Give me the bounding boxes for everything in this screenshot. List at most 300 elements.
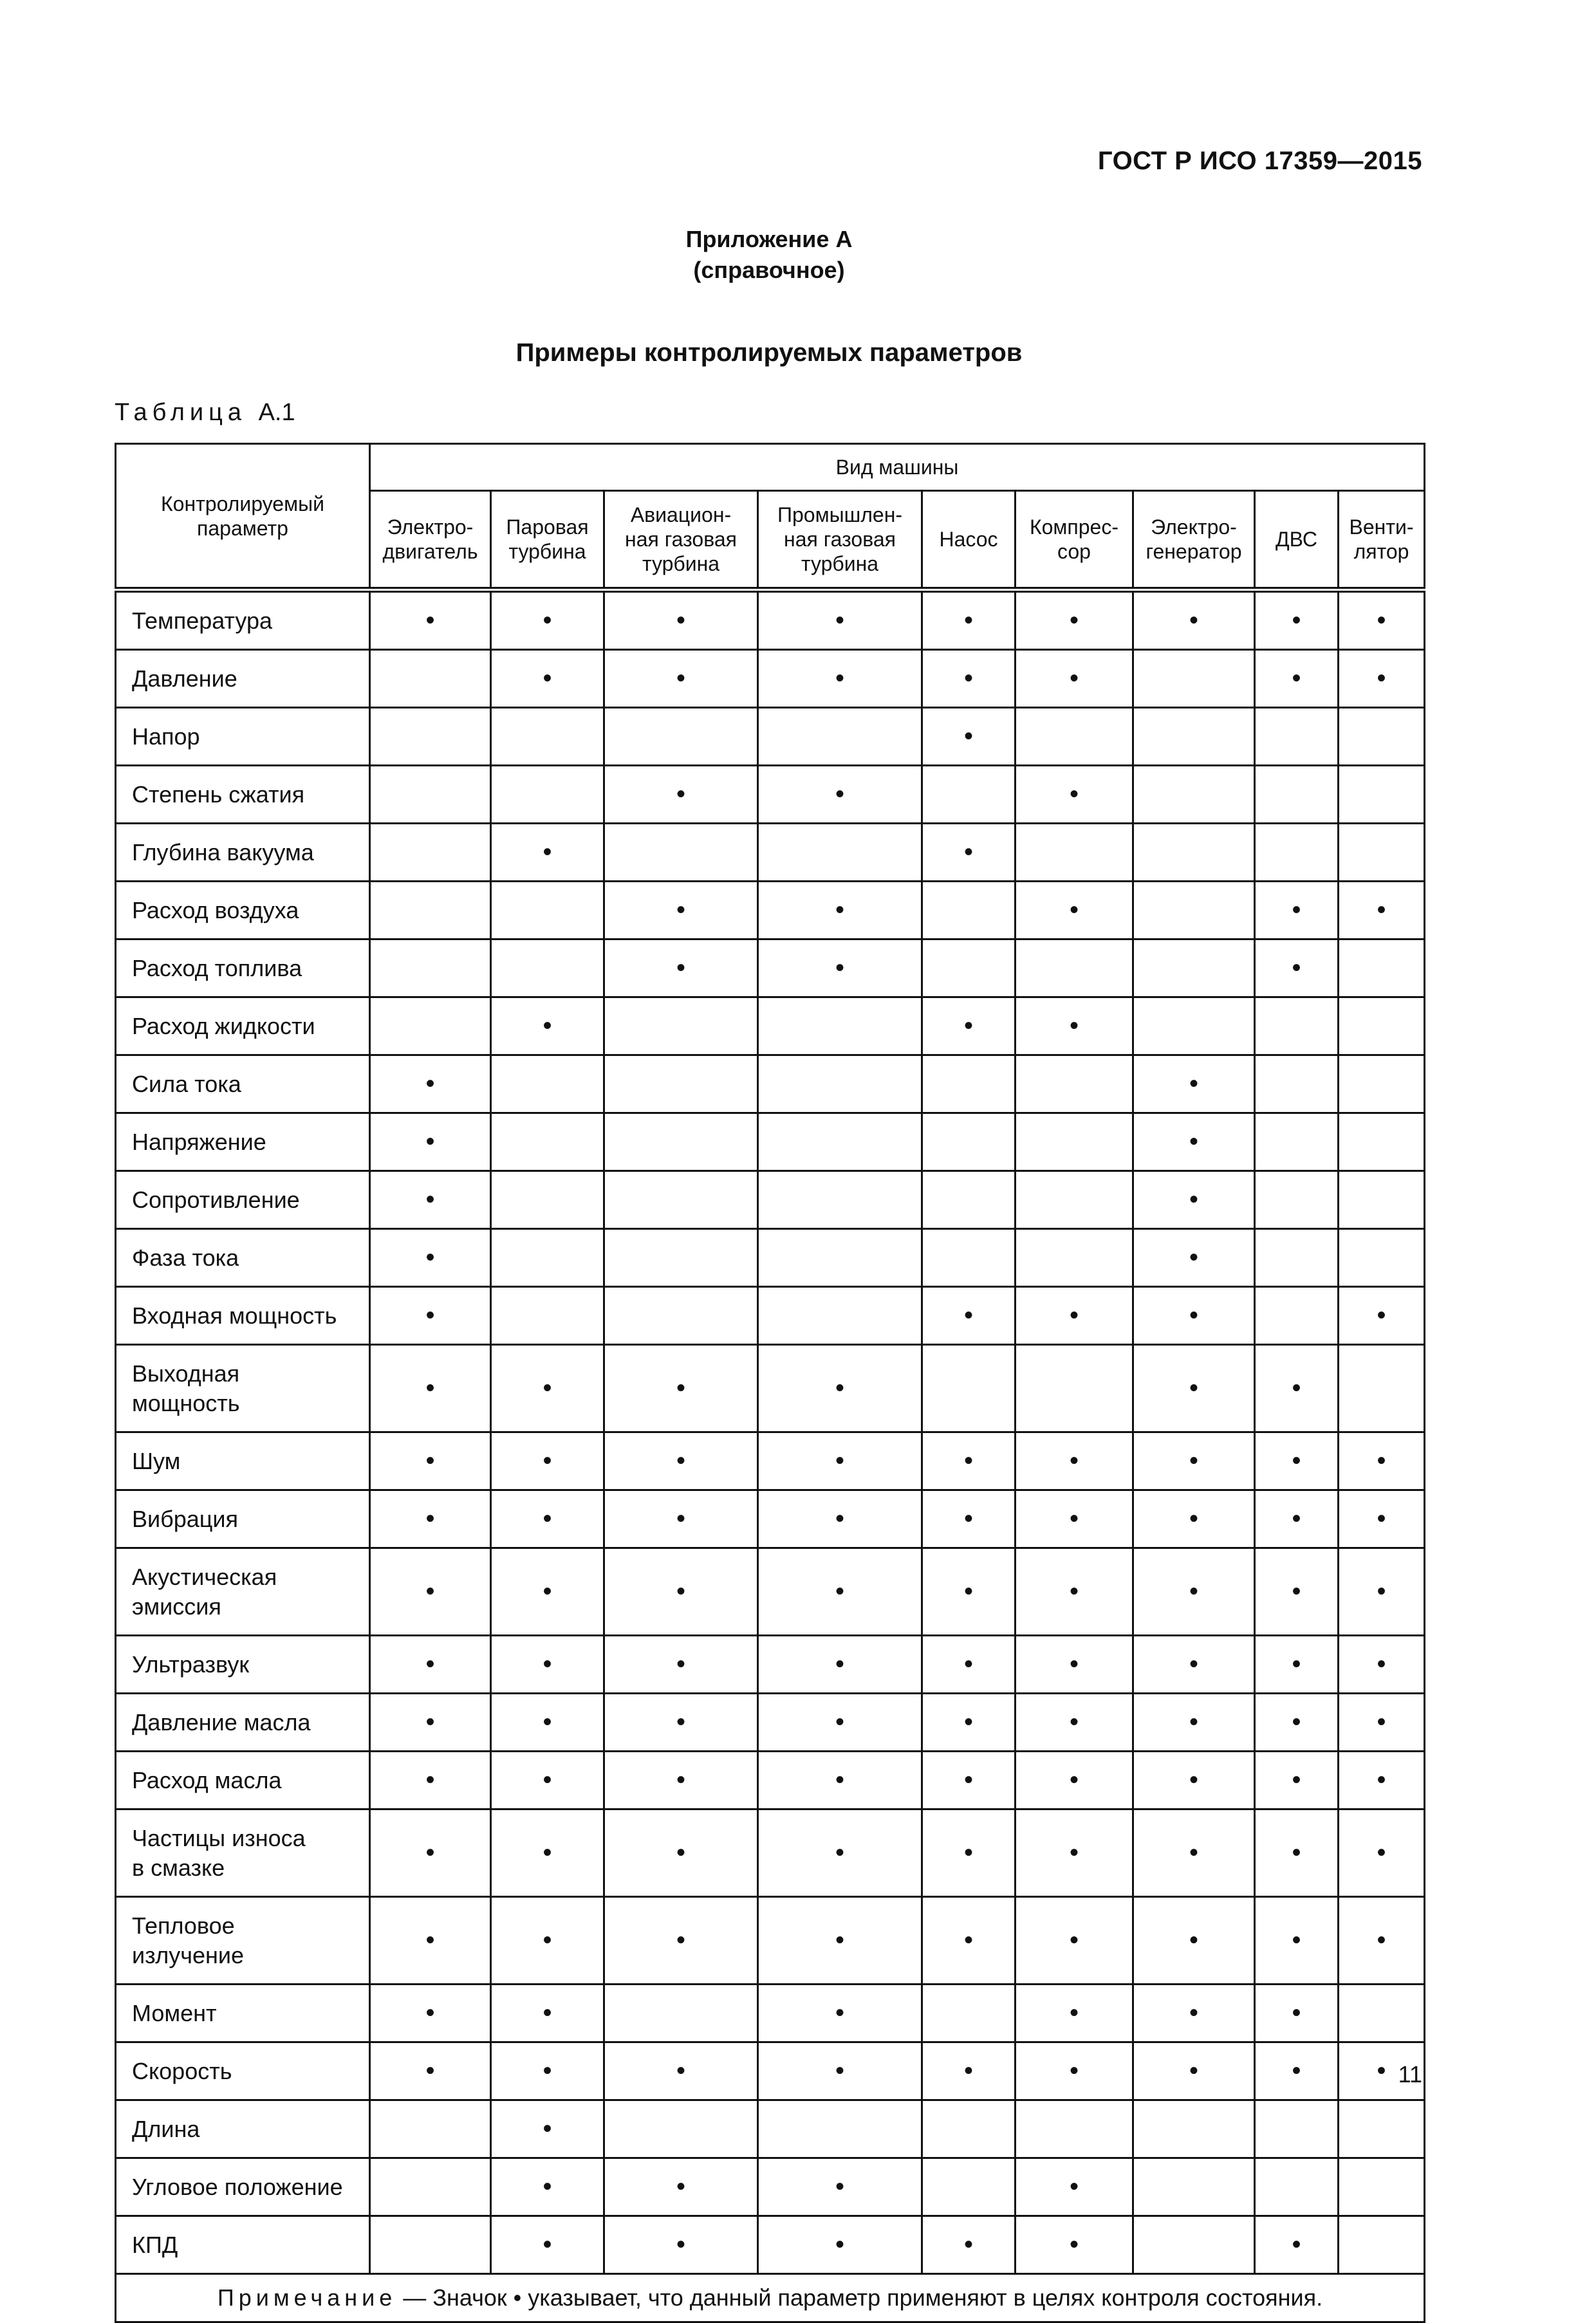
- applicable-mark: •: [1255, 1490, 1339, 1548]
- applicable-mark: •: [922, 2216, 1016, 2274]
- applicable-mark: •: [370, 1985, 491, 2042]
- applicable-mark: •: [604, 2216, 758, 2274]
- empty-cell: [370, 824, 491, 882]
- applicable-mark: •: [1339, 882, 1425, 939]
- applicable-mark: •: [604, 650, 758, 708]
- empty-cell: [370, 708, 491, 766]
- empty-cell: [1339, 939, 1425, 997]
- empty-cell: [604, 824, 758, 882]
- applicable-mark: •: [922, 590, 1016, 650]
- param-label: Расход жидкости: [116, 997, 370, 1055]
- applicable-mark: •: [370, 2042, 491, 2100]
- empty-cell: [1339, 824, 1425, 882]
- table-row: [116, 1055, 1425, 1113]
- applicable-mark: •: [1339, 1287, 1425, 1345]
- applicable-mark: •: [491, 1636, 604, 1694]
- param-label: Напряжение: [116, 1113, 370, 1171]
- applicable-mark: •: [922, 1548, 1016, 1636]
- empty-cell: [1255, 708, 1339, 766]
- table-row: [116, 2216, 1425, 2274]
- empty-cell: [604, 1985, 758, 2042]
- table-row: [116, 650, 1425, 708]
- applicable-mark: •: [491, 2100, 604, 2158]
- empty-cell: [1339, 1985, 1425, 2042]
- applicable-mark: •: [1255, 1636, 1339, 1694]
- applicable-mark: •: [922, 1432, 1016, 1490]
- empty-cell: [922, 2158, 1016, 2216]
- empty-cell: [1133, 2158, 1255, 2216]
- applicable-mark: •: [1133, 1171, 1255, 1229]
- applicable-mark: •: [758, 1809, 922, 1897]
- applicable-mark: •: [922, 1490, 1016, 1548]
- applicable-mark: •: [1339, 1694, 1425, 1752]
- empty-cell: [758, 1113, 922, 1171]
- applicable-mark: •: [1016, 1636, 1133, 1694]
- param-label: Расход топлива: [116, 939, 370, 997]
- applicable-mark: •: [604, 882, 758, 939]
- applicable-mark: •: [922, 1636, 1016, 1694]
- table-note: [116, 2274, 1425, 2322]
- param-label: Частицы износа в смазке: [116, 1809, 370, 1897]
- applicable-mark: •: [1133, 1345, 1255, 1432]
- empty-cell: [1016, 1345, 1133, 1432]
- applicable-mark: •: [1016, 1752, 1133, 1809]
- applicable-mark: •: [1133, 1897, 1255, 1985]
- applicable-mark: •: [1016, 997, 1133, 1055]
- appendix-subtitle: (справочное): [693, 257, 845, 283]
- param-label: Расход воздуха: [116, 882, 370, 939]
- empty-cell: [758, 708, 922, 766]
- empty-cell: [1133, 2216, 1255, 2274]
- param-label: КПД: [116, 2216, 370, 2274]
- applicable-mark: •: [758, 2216, 922, 2274]
- empty-cell: [758, 997, 922, 1055]
- table-row: [116, 1345, 1425, 1432]
- applicable-mark: •: [1255, 939, 1339, 997]
- param-label: Длина: [116, 2100, 370, 2158]
- empty-cell: [1016, 824, 1133, 882]
- applicable-mark: •: [922, 1752, 1016, 1809]
- applicable-mark: •: [1016, 590, 1133, 650]
- applicable-mark: •: [370, 1287, 491, 1345]
- applicable-mark: •: [922, 1897, 1016, 1985]
- param-label: Скорость: [116, 2042, 370, 2100]
- empty-cell: [604, 997, 758, 1055]
- empty-cell: [1133, 650, 1255, 708]
- param-label: Температура: [116, 590, 370, 650]
- empty-cell: [1133, 882, 1255, 939]
- applicable-mark: •: [1255, 1809, 1339, 1897]
- applicable-mark: •: [1255, 1345, 1339, 1432]
- empty-cell: [1016, 1113, 1133, 1171]
- applicable-mark: •: [370, 1636, 491, 1694]
- applicable-mark: •: [758, 1694, 922, 1752]
- table-caption-number: А.1: [258, 399, 295, 426]
- applicable-mark: •: [1255, 2042, 1339, 2100]
- table-row: [116, 1752, 1425, 1809]
- applicable-mark: •: [1016, 882, 1133, 939]
- applicable-mark: •: [1016, 2042, 1133, 2100]
- applicable-mark: •: [604, 1636, 758, 1694]
- applicable-mark: •: [491, 2158, 604, 2216]
- empty-cell: [370, 882, 491, 939]
- machine-column-header: Авиацион- ная газовая турбина: [604, 491, 758, 590]
- empty-cell: [1339, 766, 1425, 824]
- applicable-mark: •: [1255, 1548, 1339, 1636]
- empty-cell: [1133, 2100, 1255, 2158]
- parameters-table: [115, 443, 1425, 2323]
- applicable-mark: •: [604, 590, 758, 650]
- applicable-mark: •: [604, 1897, 758, 1985]
- applicable-mark: •: [758, 1897, 922, 1985]
- table-row: [116, 2158, 1425, 2216]
- param-label: Выходная мощность: [116, 1345, 370, 1432]
- applicable-mark: •: [1339, 1432, 1425, 1490]
- empty-cell: [922, 766, 1016, 824]
- empty-cell: [491, 1055, 604, 1113]
- applicable-mark: •: [1339, 1548, 1425, 1636]
- param-label: Ультразвук: [116, 1636, 370, 1694]
- applicable-mark: •: [758, 1432, 922, 1490]
- param-label: Тепловое излучение: [116, 1897, 370, 1985]
- applicable-mark: •: [604, 2158, 758, 2216]
- machine-type-group-header: Вид машины: [370, 444, 1425, 491]
- applicable-mark: •: [758, 882, 922, 939]
- table-row: [116, 1985, 1425, 2042]
- applicable-mark: •: [1133, 1229, 1255, 1287]
- applicable-mark: •: [491, 1809, 604, 1897]
- applicable-mark: •: [1255, 2216, 1339, 2274]
- empty-cell: [1133, 997, 1255, 1055]
- applicable-mark: •: [1255, 882, 1339, 939]
- applicable-mark: •: [370, 1490, 491, 1548]
- empty-cell: [922, 1113, 1016, 1171]
- param-label: Угловое положение: [116, 2158, 370, 2216]
- table-row: [116, 1171, 1425, 1229]
- applicable-mark: •: [370, 1752, 491, 1809]
- applicable-mark: •: [491, 1490, 604, 1548]
- machine-column-header: Насос: [922, 491, 1016, 590]
- empty-cell: [922, 1171, 1016, 1229]
- param-column-header: Контролируемый параметр: [116, 444, 370, 590]
- empty-cell: [1016, 1055, 1133, 1113]
- empty-cell: [604, 1171, 758, 1229]
- machine-column-header: Электро- генератор: [1133, 491, 1255, 590]
- empty-cell: [1133, 766, 1255, 824]
- applicable-mark: •: [922, 824, 1016, 882]
- applicable-mark: •: [1133, 1490, 1255, 1548]
- applicable-mark: •: [758, 2042, 922, 2100]
- machine-column-header: ДВС: [1255, 491, 1339, 590]
- empty-cell: [491, 882, 604, 939]
- applicable-mark: •: [604, 939, 758, 997]
- applicable-mark: •: [491, 1985, 604, 2042]
- applicable-mark: •: [491, 1548, 604, 1636]
- applicable-mark: •: [758, 1490, 922, 1548]
- empty-cell: [758, 1287, 922, 1345]
- applicable-mark: •: [1016, 2216, 1133, 2274]
- applicable-mark: •: [604, 2042, 758, 2100]
- param-label: Вибрация: [116, 1490, 370, 1548]
- applicable-mark: •: [1339, 1490, 1425, 1548]
- applicable-mark: •: [604, 1548, 758, 1636]
- applicable-mark: •: [491, 2042, 604, 2100]
- empty-cell: [1339, 2216, 1425, 2274]
- applicable-mark: •: [1133, 1113, 1255, 1171]
- table-row: [116, 708, 1425, 766]
- applicable-mark: •: [758, 590, 922, 650]
- table-row: [116, 590, 1425, 650]
- empty-cell: [922, 1055, 1016, 1113]
- applicable-mark: •: [758, 650, 922, 708]
- applicable-mark: •: [1016, 650, 1133, 708]
- applicable-mark: •: [370, 590, 491, 650]
- applicable-mark: •: [491, 997, 604, 1055]
- empty-cell: [922, 939, 1016, 997]
- applicable-mark: •: [922, 997, 1016, 1055]
- empty-cell: [604, 2100, 758, 2158]
- applicable-mark: •: [1255, 1694, 1339, 1752]
- empty-cell: [370, 939, 491, 997]
- page-number: 11: [1398, 2061, 1422, 2087]
- table-row: [116, 1548, 1425, 1636]
- applicable-mark: •: [1339, 1752, 1425, 1809]
- empty-cell: [758, 2100, 922, 2158]
- table-row: [116, 882, 1425, 939]
- machine-column-header: Паровая турбина: [491, 491, 604, 590]
- applicable-mark: •: [491, 1345, 604, 1432]
- applicable-mark: •: [1016, 2158, 1133, 2216]
- table-row: [116, 1490, 1425, 1548]
- table-row: [116, 1229, 1425, 1287]
- table-row: [116, 1432, 1425, 1490]
- applicable-mark: •: [1255, 1897, 1339, 1985]
- machine-column-header: Компрес- сор: [1016, 491, 1133, 590]
- empty-cell: [1255, 2158, 1339, 2216]
- applicable-mark: •: [491, 2216, 604, 2274]
- empty-cell: [758, 824, 922, 882]
- applicable-mark: •: [1255, 1432, 1339, 1490]
- empty-cell: [491, 939, 604, 997]
- applicable-mark: •: [1016, 1694, 1133, 1752]
- applicable-mark: •: [1255, 590, 1339, 650]
- param-label: Сопротивление: [116, 1171, 370, 1229]
- applicable-mark: •: [1339, 1636, 1425, 1694]
- empty-cell: [491, 1287, 604, 1345]
- applicable-mark: •: [1016, 1287, 1133, 1345]
- empty-cell: [1339, 1229, 1425, 1287]
- param-label: Давление масла: [116, 1694, 370, 1752]
- applicable-mark: •: [491, 590, 604, 650]
- empty-cell: [370, 2158, 491, 2216]
- applicable-mark: •: [758, 2158, 922, 2216]
- applicable-mark: •: [922, 1809, 1016, 1897]
- param-label: Шум: [116, 1432, 370, 1490]
- applicable-mark: •: [370, 1694, 491, 1752]
- table-row: [116, 1636, 1425, 1694]
- empty-cell: [1339, 2158, 1425, 2216]
- empty-cell: [1133, 824, 1255, 882]
- applicable-mark: •: [491, 650, 604, 708]
- applicable-mark: •: [1339, 1897, 1425, 1985]
- applicable-mark: •: [758, 1636, 922, 1694]
- empty-cell: [370, 2100, 491, 2158]
- applicable-mark: •: [604, 1694, 758, 1752]
- param-label: Фаза тока: [116, 1229, 370, 1287]
- table-row: [116, 1809, 1425, 1897]
- empty-cell: [1133, 708, 1255, 766]
- empty-cell: [1255, 1113, 1339, 1171]
- empty-cell: [1016, 1229, 1133, 1287]
- table-row: [116, 1897, 1425, 1985]
- applicable-mark: •: [1133, 1809, 1255, 1897]
- applicable-mark: •: [491, 1752, 604, 1809]
- param-label: Сила тока: [116, 1055, 370, 1113]
- applicable-mark: •: [604, 1345, 758, 1432]
- table-row: [116, 1287, 1425, 1345]
- applicable-mark: •: [604, 1490, 758, 1548]
- empty-cell: [1339, 708, 1425, 766]
- empty-cell: [1255, 766, 1339, 824]
- empty-cell: [1255, 824, 1339, 882]
- table-row: [116, 766, 1425, 824]
- applicable-mark: •: [370, 1345, 491, 1432]
- empty-cell: [491, 1229, 604, 1287]
- applicable-mark: •: [758, 1345, 922, 1432]
- empty-cell: [1255, 1287, 1339, 1345]
- empty-cell: [758, 1171, 922, 1229]
- applicable-mark: •: [1133, 1694, 1255, 1752]
- applicable-mark: •: [1339, 650, 1425, 708]
- empty-cell: [1016, 1171, 1133, 1229]
- empty-cell: [922, 1229, 1016, 1287]
- empty-cell: [922, 2100, 1016, 2158]
- empty-cell: [491, 708, 604, 766]
- applicable-mark: •: [604, 1809, 758, 1897]
- applicable-mark: •: [1133, 1636, 1255, 1694]
- applicable-mark: •: [922, 650, 1016, 708]
- table-caption-prefix: Таблица: [115, 399, 246, 426]
- empty-cell: [604, 1113, 758, 1171]
- applicable-mark: •: [1255, 1752, 1339, 1809]
- applicable-mark: •: [370, 1809, 491, 1897]
- empty-cell: [1339, 1171, 1425, 1229]
- applicable-mark: •: [922, 1694, 1016, 1752]
- empty-cell: [1339, 1113, 1425, 1171]
- applicable-mark: •: [1133, 2042, 1255, 2100]
- applicable-mark: •: [1016, 1548, 1133, 1636]
- empty-cell: [1016, 2100, 1133, 2158]
- applicable-mark: •: [1133, 1432, 1255, 1490]
- applicable-mark: •: [604, 1432, 758, 1490]
- empty-cell: [491, 1113, 604, 1171]
- applicable-mark: •: [370, 1897, 491, 1985]
- applicable-mark: •: [1133, 1548, 1255, 1636]
- empty-cell: [1133, 939, 1255, 997]
- table-row: [116, 1694, 1425, 1752]
- empty-cell: [1016, 708, 1133, 766]
- applicable-mark: •: [758, 1548, 922, 1636]
- applicable-mark: •: [1016, 1985, 1133, 2042]
- param-label: Глубина вакуума: [116, 824, 370, 882]
- applicable-mark: •: [1016, 766, 1133, 824]
- empty-cell: [370, 997, 491, 1055]
- empty-cell: [758, 1229, 922, 1287]
- applicable-mark: •: [604, 1752, 758, 1809]
- applicable-mark: •: [491, 824, 604, 882]
- appendix-heading: [0, 224, 1538, 286]
- table-row: [116, 2100, 1425, 2158]
- applicable-mark: •: [758, 766, 922, 824]
- param-label: Расход масла: [116, 1752, 370, 1809]
- empty-cell: [491, 1171, 604, 1229]
- applicable-mark: •: [922, 2042, 1016, 2100]
- applicable-mark: •: [1133, 1287, 1255, 1345]
- applicable-mark: •: [1133, 1055, 1255, 1113]
- table-row: [116, 1113, 1425, 1171]
- param-label: Напор: [116, 708, 370, 766]
- empty-cell: [370, 766, 491, 824]
- empty-cell: [370, 2216, 491, 2274]
- note-row: [116, 2274, 1425, 2322]
- applicable-mark: •: [370, 1229, 491, 1287]
- empty-cell: [922, 1985, 1016, 2042]
- param-label: Момент: [116, 1985, 370, 2042]
- applicable-mark: •: [758, 1752, 922, 1809]
- machine-column-header: Промышлен- ная газовая турбина: [758, 491, 922, 590]
- empty-cell: [604, 1055, 758, 1113]
- table-row: [116, 997, 1425, 1055]
- applicable-mark: •: [1133, 1752, 1255, 1809]
- empty-cell: [1255, 997, 1339, 1055]
- machine-column-header: Электро- двигатель: [370, 491, 491, 590]
- machine-column-header: Венти- лятор: [1339, 491, 1425, 590]
- applicable-mark: •: [1255, 1985, 1339, 2042]
- empty-cell: [1255, 1055, 1339, 1113]
- applicable-mark: •: [370, 1171, 491, 1229]
- empty-cell: [1016, 939, 1133, 997]
- note-text: — Значок • указывает, что данный параметр применяют в целях контроля состояния.: [396, 2284, 1323, 2311]
- empty-cell: [1339, 1055, 1425, 1113]
- applicable-mark: •: [1133, 590, 1255, 650]
- applicable-mark: •: [1339, 590, 1425, 650]
- applicable-mark: •: [758, 1985, 922, 2042]
- applicable-mark: •: [491, 1432, 604, 1490]
- empty-cell: [370, 650, 491, 708]
- applicable-mark: •: [1339, 1809, 1425, 1897]
- empty-cell: [758, 1055, 922, 1113]
- applicable-mark: •: [604, 766, 758, 824]
- appendix-title: Приложение А: [685, 226, 853, 252]
- table-row: [116, 939, 1425, 997]
- applicable-mark: •: [758, 939, 922, 997]
- empty-cell: [604, 708, 758, 766]
- applicable-mark: •: [922, 708, 1016, 766]
- applicable-mark: •: [1016, 1897, 1133, 1985]
- empty-cell: [1339, 997, 1425, 1055]
- applicable-mark: •: [370, 1113, 491, 1171]
- applicable-mark: •: [1016, 1432, 1133, 1490]
- param-label: Степень сжатия: [116, 766, 370, 824]
- empty-cell: [1339, 2100, 1425, 2158]
- applicable-mark: •: [370, 1055, 491, 1113]
- param-label: Акустическая эмиссия: [116, 1548, 370, 1636]
- applicable-mark: •: [1016, 1809, 1133, 1897]
- table-row: [116, 824, 1425, 882]
- param-label: Давление: [116, 650, 370, 708]
- empty-cell: [1255, 1229, 1339, 1287]
- empty-cell: [922, 1345, 1016, 1432]
